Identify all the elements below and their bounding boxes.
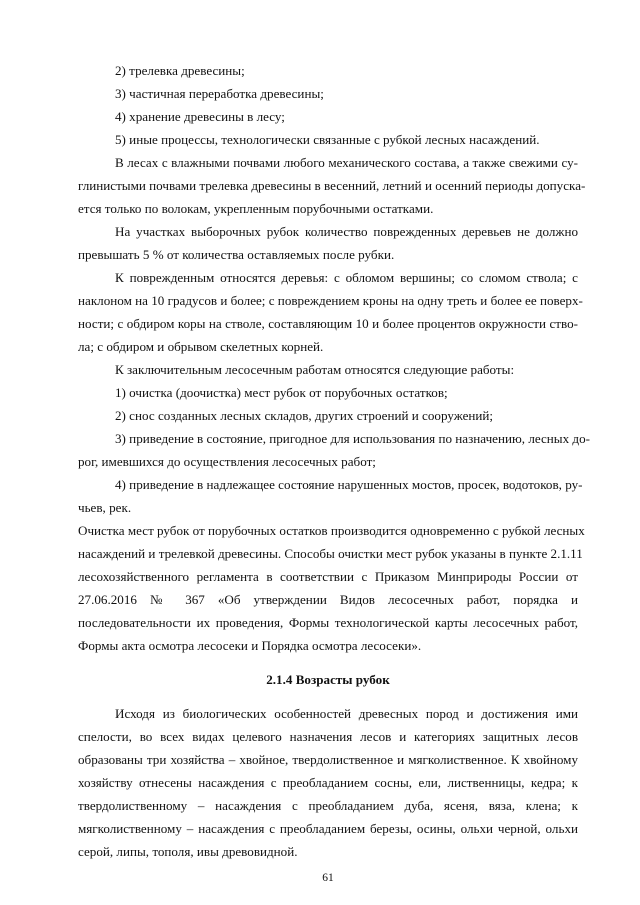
text-line: последовательности их проведения, Формы технологической карты лесосечных работ, <box>78 615 578 630</box>
text-line: ности; с обдиром коры на стволе, составляющим 10 и более процентов окружности ство- <box>78 316 578 331</box>
list-item: 5) иные процессы, технологически связанные с рубкой лесных насаждений. <box>115 132 540 147</box>
list-item: 3) приведение в состояние, пригодное для использования по назначению, лесных до- <box>115 431 590 446</box>
text-line: глинистыми почвами трелевка древесины в весенний, летний и осенний периоды допуска- <box>78 178 586 193</box>
page-number: 61 <box>322 872 334 884</box>
text-line: мягколиственному – насаждения с преобладанием березы, осины, ольхи черной, ольхи <box>78 821 578 836</box>
text-line: спелости, во всех видах целевого назначения лесов и категориях защитных лесов <box>78 729 578 744</box>
text-line: наклоном на 10 градусов и более; с повреждением кроны на одну треть и более ее поверх- <box>78 293 583 308</box>
text-line: На участках выборочных рубок количество поврежденных деревьев не должно <box>115 224 578 239</box>
text-line: Формы акта осмотра лесосеки и Порядка осмотра лесосеки». <box>78 638 422 653</box>
text-line: рог, имевшихся до осуществления лесосечных работ; <box>78 454 376 469</box>
section-heading: 2.1.4 Возрасты рубок <box>266 672 390 687</box>
list-item: 2) трелевка древесины; <box>115 63 245 78</box>
text-line: ла; с обдиром и обрывом скелетных корней. <box>78 339 324 354</box>
text-line: насаждений и трелевкой древесины. Способы очистки мест рубок указаны в пункте 2.1.11 <box>78 546 583 561</box>
text-line: образованы три хозяйства – хвойное, твердолиственное и мягколиственное. К хвойному <box>78 752 578 767</box>
text-line: лесохозяйственного регламента в соответствии с Приказом Минприроды России от <box>78 569 578 584</box>
text-line: Очистка мест рубок от порубочных остатков производится одновременно с рубкой лесных <box>78 523 585 538</box>
text-line: ется только по волокам, укрепленным порубочными остатками. <box>78 201 434 216</box>
list-item: 1) очистка (доочистка) мест рубок от порубочных остатков; <box>115 385 448 400</box>
text-line: хозяйству отнесены насаждения с преобладанием сосны, ели, лиственницы, кедра; к <box>78 775 578 790</box>
list-item: 3) частичная переработка древесины; <box>115 86 324 101</box>
list-item: 4) приведение в надлежащее состояние нарушенных мостов, просек, водотоков, ру- <box>115 477 583 492</box>
text-line: 27.06.2016 № 367 «Об утверждении Видов лесосечных работ, порядка и <box>78 592 578 607</box>
list-item: 2) снос созданных лесных складов, других строений и сооружений; <box>115 408 494 423</box>
text-line: К поврежденным относятся деревья: с обломом вершины; со сломом ствола; с <box>115 270 578 285</box>
text-line: В лесах с влажными почвами любого механического состава, а также свежими су- <box>115 155 578 170</box>
text-line: серой, липы, тополя, ивы древовидной. <box>78 844 298 859</box>
text-line: твердолиственному – насаждения с преобладанием дуба, ясеня, вяза, клена; к <box>78 798 578 813</box>
list-item: 4) хранение древесины в лесу; <box>115 109 285 124</box>
text-line: Исходя из биологических особенностей древесных пород и достижения ими <box>115 706 578 721</box>
text-line: чьев, рек. <box>78 500 132 515</box>
text-line: К заключительным лесосечным работам относятся следующие работы: <box>115 362 515 377</box>
text-line: превышать 5 % от количества оставляемых после рубки. <box>78 247 395 262</box>
